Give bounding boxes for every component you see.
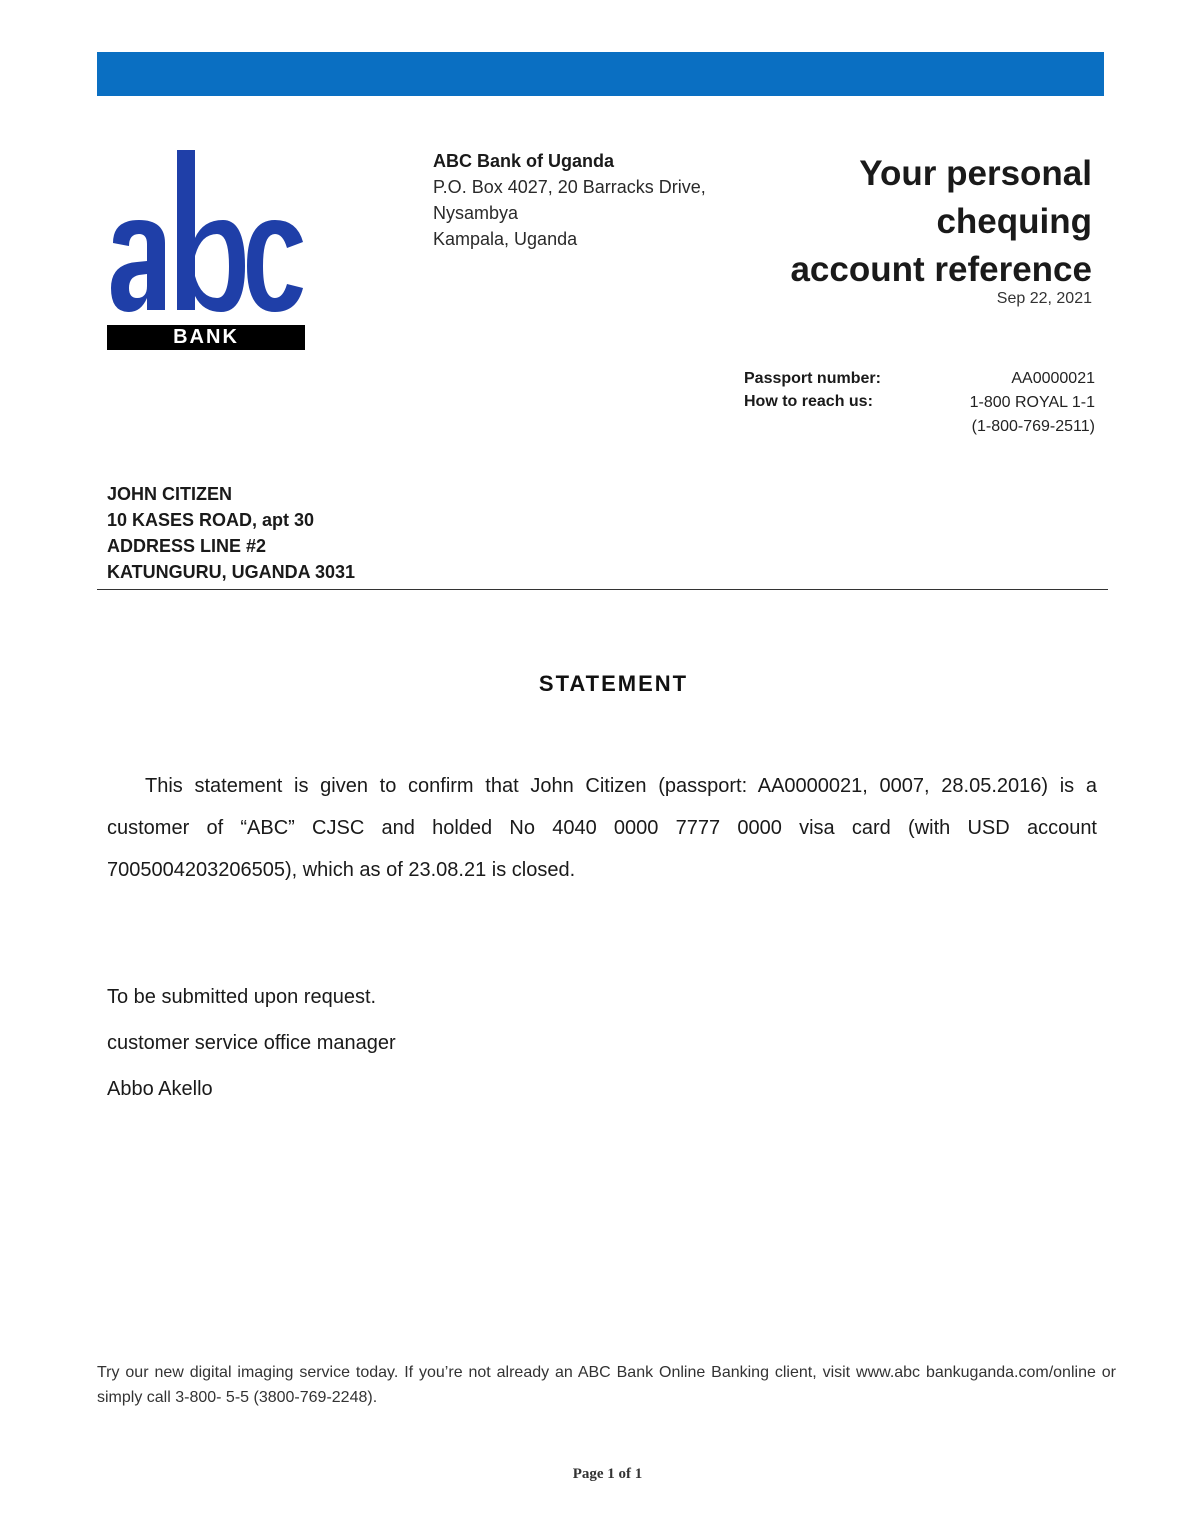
divider-line	[97, 589, 1108, 590]
bank-name: ABC Bank of Uganda	[433, 151, 615, 171]
reference-labels	[744, 367, 881, 413]
footer-note: Try our new digital imaging service today. If you’re not already an ABC Bank Online Banking client, visit www.abc bankuganda.com/online or simply call 3-800- 5-5 (3800-769-2248).	[97, 1364, 1116, 1406]
recipient-line: 10 KASES ROAD, apt 30	[107, 510, 315, 530]
passport-label: Passport number:	[744, 370, 881, 387]
document-date: Sep 22, 2021	[996, 290, 1092, 307]
statement-heading: STATEMENT	[538, 671, 689, 696]
bank-address-line: Kampala, Uganda	[433, 229, 578, 249]
title-line: chequing	[936, 202, 1092, 241]
signatory-title: customer service office manager	[107, 1032, 396, 1054]
reach-value-alt: (1-800-769-2511)	[971, 418, 1095, 435]
recipient-line: ADDRESS LINE #2	[107, 536, 267, 556]
reach-label: How to reach us:	[744, 393, 873, 410]
bank-address-line: Nysambya	[433, 203, 519, 223]
reference-values	[970, 367, 1095, 439]
title-line: account reference	[790, 250, 1092, 289]
document-title	[790, 150, 1092, 294]
page-number: Page 1 of 1	[572, 1466, 643, 1482]
signatory-name: Abbo Akello	[107, 1078, 213, 1100]
recipient-line: KATUNGURU, UGANDA 3031	[107, 562, 356, 582]
submission-note: To be submitted upon request.	[107, 986, 377, 1008]
reach-value: 1-800 ROYAL 1-1	[969, 394, 1095, 411]
logo-bank-text: BANK	[173, 326, 239, 348]
statement-body: This statement is given to confirm that John Citizen (passport: AA0000021, 0007, 28.05.2016) is a customer of “ABC” CJSC and holded No 4040 0000 7777 0000 visa card (with USD account 7005004203206505), which as of 23.08.21 is closed.	[107, 775, 1097, 881]
abc-logo-icon	[107, 148, 305, 350]
recipient-address	[107, 481, 355, 585]
title-line: Your personal	[859, 154, 1092, 193]
header-accent-bar	[97, 52, 1104, 96]
recipient-name: JOHN CITIZEN	[107, 484, 233, 504]
bank-address-line: P.O. Box 4027, 20 Barracks Drive,	[433, 177, 706, 197]
bank-address-block	[433, 148, 706, 252]
abc-bank-logo	[107, 148, 305, 350]
passport-value: AA0000021	[1011, 370, 1095, 387]
